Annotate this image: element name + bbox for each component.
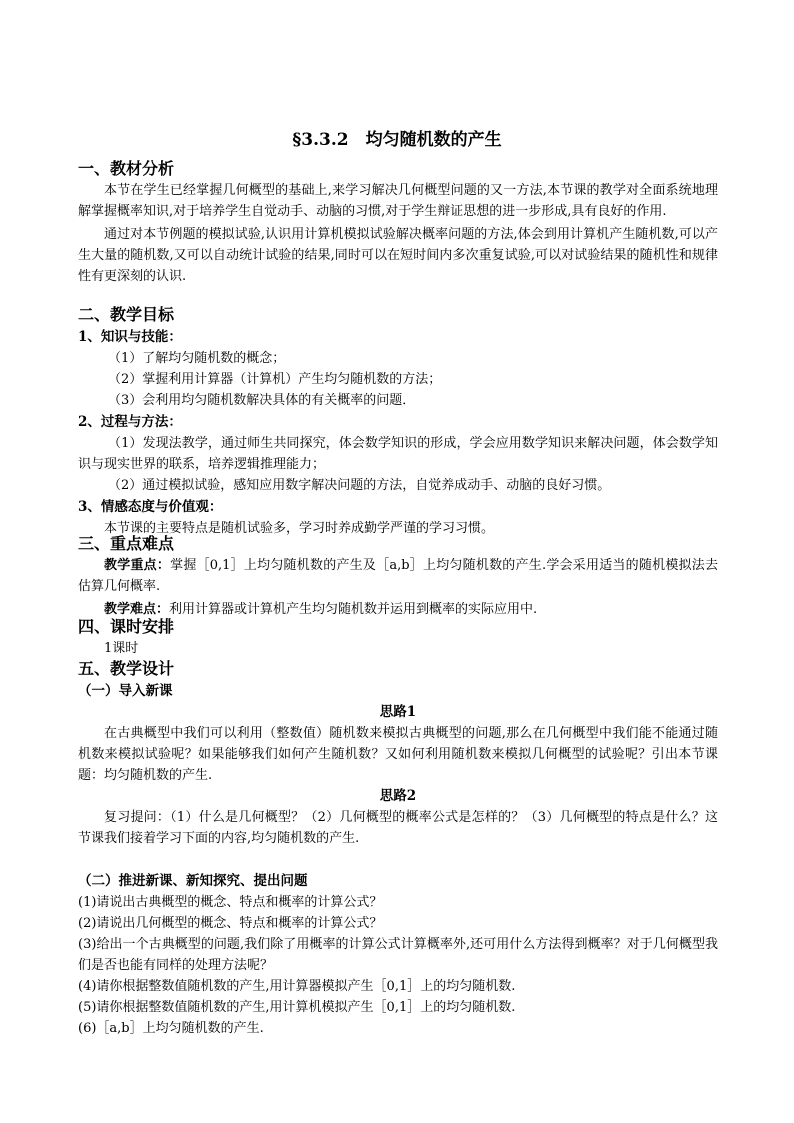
paragraph: 1课时 (104, 641, 139, 656)
difficult-point-text: 利用计算器或计算机产生均匀随机数并运用到概率的实际应用中. (169, 602, 538, 617)
section-teaching-design (78, 658, 718, 1039)
subsection-heading: （一）导入新课 (78, 683, 173, 699)
section-heading: 四、课时安排 (78, 617, 175, 636)
question-item: (1)请说出古典概型的概念、特点和概率的计算公式？ (78, 895, 383, 910)
paragraph: 本节课的主要特点是随机试验多，学习时养成勤学严谨的学习习惯。 (104, 521, 495, 536)
paragraph-key-point (78, 555, 718, 597)
subsection-heading: 2、过程与方法： (78, 414, 182, 430)
list-item: （2）掌握利用计算器（计算机）产生均匀随机数的方法； (108, 372, 442, 387)
section-key-points (78, 533, 718, 620)
question-item: (2)请说出几何概型的概念、特点和概率的计算公式？ (78, 916, 383, 931)
subsection-heading: 3、情感态度与价值观： (78, 499, 223, 515)
subsection-heading: （二）推进新课、新知探究、提出问题 (78, 873, 308, 889)
paragraph: （2）通过模拟试验，感知应用数字解决问题的方法，自觉养成动手、动脑的良好习惯。 (108, 478, 611, 493)
key-point-text: 掌握［0,1］上均匀随机数的产生及［a,b］上均匀随机数的产生.学会采用适当的随机模拟法去估算几何概率. (78, 558, 718, 594)
difficult-point-label: 教学难点： (104, 602, 170, 617)
idea-heading: 思路2 (379, 788, 417, 804)
spacer (78, 849, 718, 870)
list-item: （1）了解均匀随机数的概念； (108, 351, 286, 366)
paragraph: 复习提问：（1）什么是几何概型？（2）几何概型的概率公式是怎样的？（3）几何概型的特点是什么？这节课我们接着学习下面的内容,均匀随机数的产生. (78, 810, 718, 846)
section-textbook-analysis (78, 158, 718, 287)
list-item: （3）会利用均匀随机数解决具体的有关概率的问题． (108, 393, 416, 408)
idea-heading: 思路1 (379, 704, 417, 720)
paragraph: 本节在学生已经掌握几何概型的基础上,来学习解决几何概型问题的又一方法,本节课的教学对全面系统地理解掌握概率知识,对于培养学生自觉动手、动脑的习惯,对于学生辩证思想的进一步形成,具有良好的作用. (78, 183, 718, 219)
subsection-heading: 1、知识与技能： (78, 329, 182, 345)
question-item: (4)请你根据整数值随机数的产生,用计算器模拟产生［0,1］上的均匀随机数. (78, 979, 516, 994)
page-title: §3.3.2 均匀随机数的产生 (292, 130, 502, 150)
question-item: (6)［a,b］上均匀随机数的产生. (78, 1021, 264, 1036)
section-heading: 一、教材分析 (78, 159, 175, 178)
section-heading: 二、教学目标 (78, 305, 175, 324)
paragraph: 通过对本节例题的模拟试验,认识用计算机模拟试验解决概率问题的方法,体会到用计算机产生随机数,可以产生大量的随机数,又可以自动统计试验的结果,同时可以在短时间内多次重复试验,可以对试验结果的随机性和规律性有更深刻的认识. (78, 227, 718, 284)
section-heading: 五、教学设计 (78, 659, 175, 678)
section-schedule (78, 616, 718, 659)
section-teaching-goals (78, 304, 718, 539)
section-heading: 三、重点难点 (78, 534, 175, 553)
paragraph: 在古典概型中我们可以利用（整数值）随机数来模拟古典概型的问题,那么在几何概型中我们能不能通过随机数来模拟试验呢？如果能够我们如何产生随机数？又如何利用随机数来模拟几何概型的试验呢？引出本节课题：均匀随机数的产生. (78, 726, 718, 783)
question-item: (5)请你根据整数值随机数的产生,用计算机模拟产生［0,1］上的均匀随机数. (78, 1000, 516, 1015)
paragraph: （1）发现法教学，通过师生共同探究，体会数学知识的形成，学会应用数学知识来解决问题，体会数学知识与现实世界的联系，培养逻辑推理能力； (78, 436, 718, 472)
key-point-label: 教学重点： (104, 558, 171, 573)
question-item: (3)给出一个古典概型的问题,我们除了用概率的计算公式计算概率外,还可用什么方法得到概率？对于几何概型我们是否也能有同样的处理方法呢？ (78, 937, 718, 973)
